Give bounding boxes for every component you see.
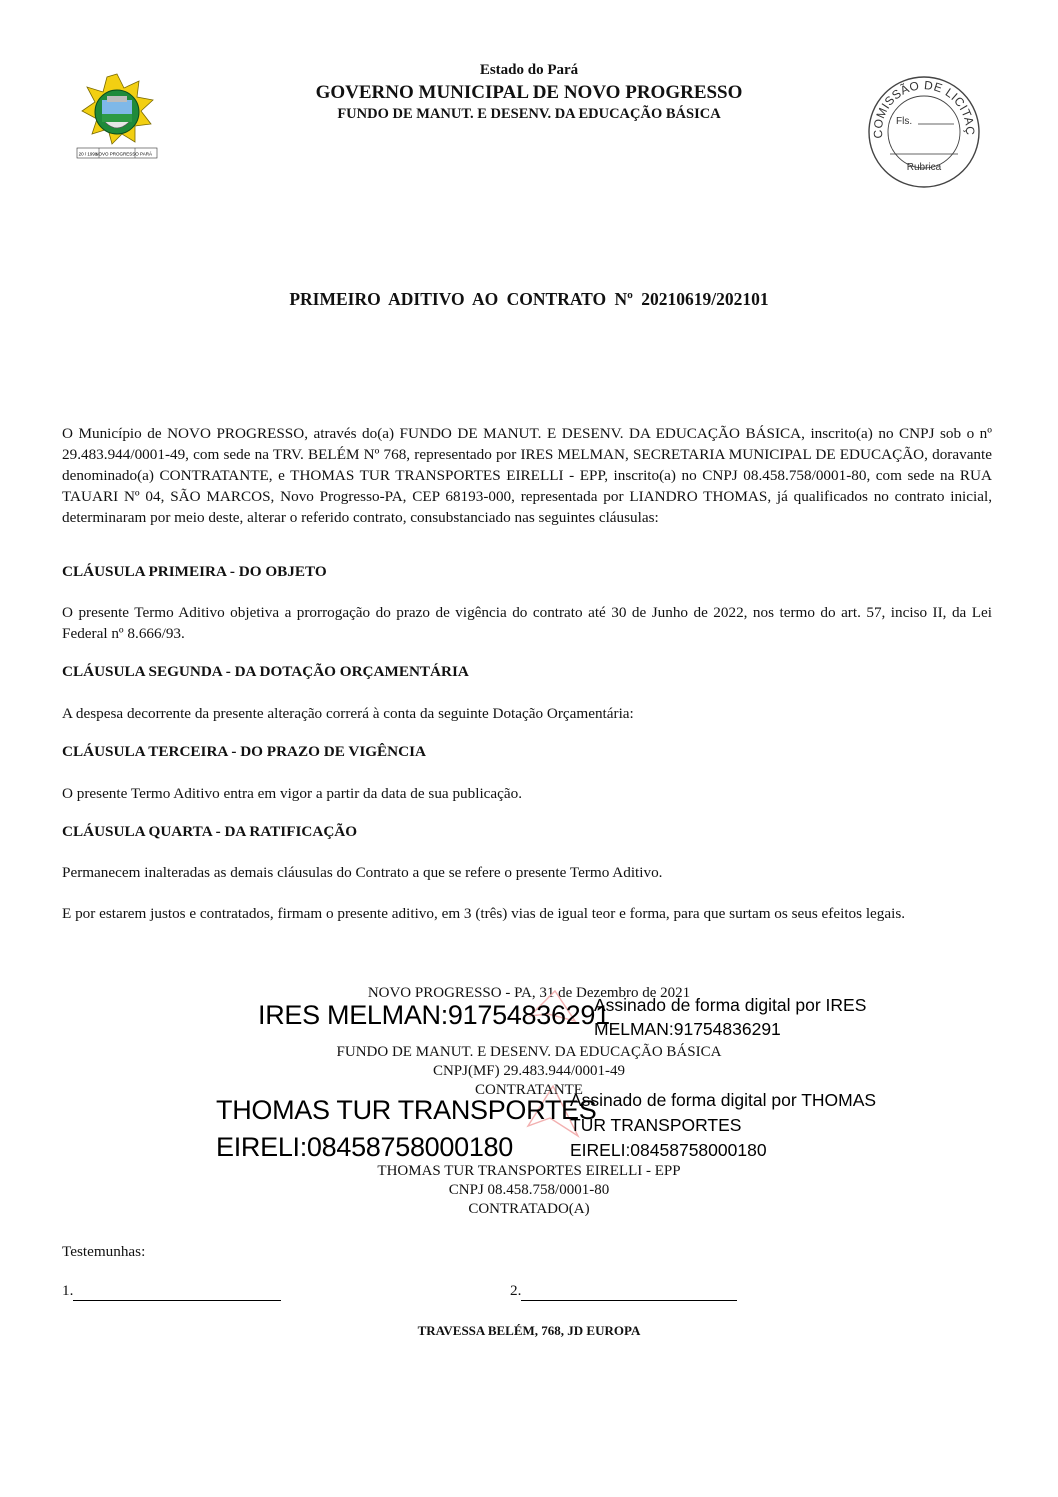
signature-2-details xyxy=(0,1162,1058,1219)
signature-1-entity: FUNDO DE MANUT. E DESENV. DA EDUCAÇÃO BÁSICA xyxy=(336,1044,722,1060)
clause-1-heading: CLÁUSULA PRIMEIRA - DO OBJETO xyxy=(62,563,327,580)
signature-2-cnpj: CNPJ 08.458.758/0001-80 xyxy=(448,1182,610,1198)
header-fund: FUNDO DE MANUT. E DESENV. DA EDUCAÇÃO BÁSICA xyxy=(337,106,721,122)
digital-signature-2-name-line2: EIRELI:08458758000180 xyxy=(216,1132,513,1162)
place-date: NOVO PROGRESSO - PA, 31 de Dezembro de 2021 xyxy=(367,985,691,1001)
stamp-rubrica-label: Rubrica xyxy=(906,162,942,173)
clause-3-text: O presente Termo Aditivo entra em vigor a partir da data de sua publicação. xyxy=(62,785,523,802)
logo-banner-middle: NOVO PROGRESSO xyxy=(95,151,139,157)
digital-signature-2-note-line2: TUR TRANSPORTES xyxy=(570,1115,742,1135)
digital-signature-2-name-line1: THOMAS TUR TRANSPORTES xyxy=(216,1095,597,1125)
witnesses-label: Testemunhas: xyxy=(62,1243,146,1260)
digital-signature-1-note-line1: Assinado de forma digital por IRES xyxy=(594,995,867,1015)
svg-text:COMISSÃO DE LICITAÇÃO xyxy=(866,74,977,139)
digital-signature-1-name: IRES MELMAN:91754836291 xyxy=(258,1000,610,1030)
clause-1-text: O presente Termo Aditivo objetiva a prorrogação do prazo de vigência do contrato até 30 de Junho de 2022, nos termo do art. 57, inciso II, da Lei Federal nº 8.666/93. xyxy=(62,604,992,642)
municipal-coat-of-arms-logo xyxy=(74,72,160,168)
digital-signature-2-note xyxy=(570,1088,876,1163)
clause-2-heading: CLÁUSULA SEGUNDA - DA DOTAÇÃO ORÇAMENTÁRIA xyxy=(62,663,469,680)
witness-2-number: 2. xyxy=(510,1282,522,1299)
footer-address: TRAVESSA BELÉM, 768, JD EUROPA xyxy=(417,1323,641,1338)
digital-signature-1-note xyxy=(594,993,866,1041)
digital-signature-1-note-line2: MELMAN:91754836291 xyxy=(594,1019,781,1039)
logo-banner-left: 20 / 1991 xyxy=(78,151,98,157)
clause-4-heading: CLÁUSULA QUARTA - DA RATIFICAÇÃO xyxy=(62,823,358,840)
clause-4-text: Permanecem inalteradas as demais cláusulas do Contrato a que se refere o presente Termo Aditivo. xyxy=(62,864,663,881)
header-government: GOVERNO MUNICIPAL DE NOVO PROGRESSO xyxy=(315,82,743,103)
witness-2-signature-line xyxy=(521,1282,737,1301)
stamp-fls-label: Fls. xyxy=(896,116,913,127)
signature-1-role: CONTRATANTE xyxy=(475,1082,583,1098)
signature-2-entity: THOMAS TUR TRANSPORTES EIRELLI - EPP xyxy=(377,1163,681,1179)
signature-2-role: CONTRATADO(A) xyxy=(468,1201,590,1217)
closing-paragraph: E por estarem justos e contratados, firmam o presente aditivo, em 3 (três) vias de igual teor e forma, para que surtam os seus efeitos legais. xyxy=(62,905,906,922)
signature-1-cnpj: CNPJ(MF) 29.483.944/0001-49 xyxy=(432,1063,626,1079)
logo-banner-right: PARÁ xyxy=(140,151,152,157)
witness-1-signature-line xyxy=(73,1282,281,1301)
clause-3-heading: CLÁUSULA TERCEIRA - DO PRAZO DE VIGÊNCIA xyxy=(62,743,427,760)
clause-2-text: A despesa decorrente da presente alteração correrá à conta da seguinte Dotação Orçamentária: xyxy=(62,705,634,722)
digital-signature-2-note-line1: Assinado de forma digital por THOMAS xyxy=(570,1090,877,1110)
header-state: Estado do Pará xyxy=(479,62,579,78)
commission-stamp xyxy=(866,74,982,190)
witness-1-number: 1. xyxy=(62,1282,74,1299)
intro-paragraph: O Município de NOVO PROGRESSO, através do(a) FUNDO DE MANUT. E DESENV. DA EDUCAÇÃO BÁSICA, inscrito(a) no CNPJ sob o nº 29.483.944/0001-49, com sede na TRV. BELÉM Nº 768, representado por IRES MELMAN, SECRETARIA MUNICIPAL DE EDUCAÇÃO, doravante denominado(a) CONTRATANTE, e THOMAS TUR TRANSPORTES EIRELLI - EPP, inscrito(a) no CNPJ 08.458.758/0001-80, com sede na RUA TAUARI Nº 04, SÃO MARCOS, Novo Progresso-PA, CEP 68193-000, representada por LIANDRO THOMAS, já qualificados no contrato inicial, determinaram por meio deste, alterar o referido contrato, consubstanciado nas seguintes cláusulas: xyxy=(62,425,992,526)
digital-signature-2-name xyxy=(216,1092,596,1166)
document-title: PRIMEIRO ADITIVO AO CONTRATO Nº 20210619/202101 xyxy=(289,289,769,309)
witness-1-line xyxy=(62,1282,281,1301)
stamp-ring-text: COMISSÃO DE LICITAÇ xyxy=(870,78,978,139)
digital-signature-2-note-line3: EIRELI:08458758000180 xyxy=(570,1140,767,1160)
witness-2-line xyxy=(510,1282,737,1301)
